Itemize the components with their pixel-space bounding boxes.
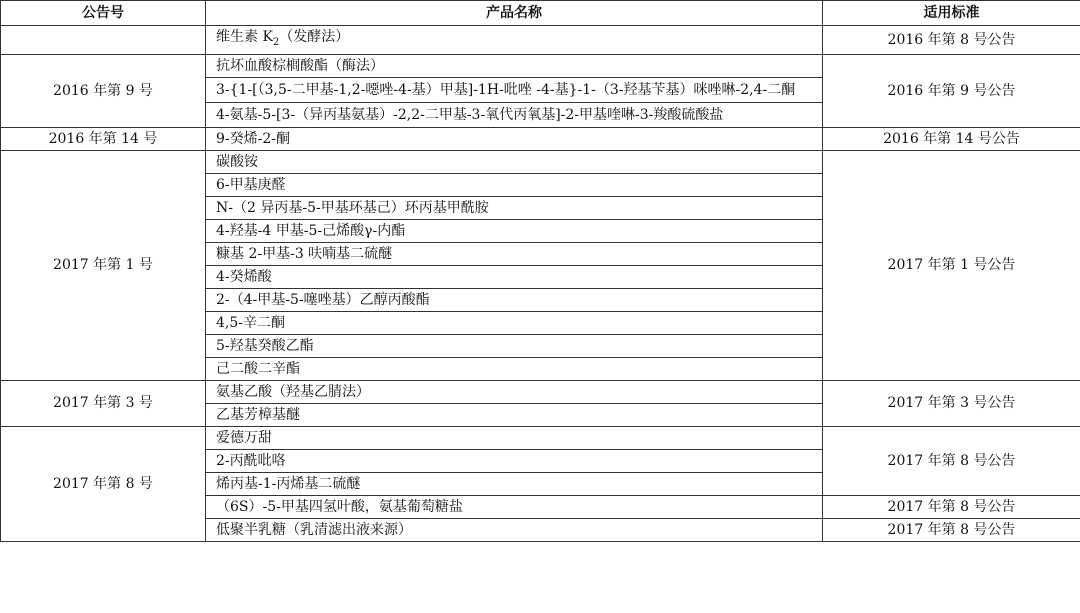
product-name-cell: 2-丙酰吡咯 (206, 449, 823, 472)
product-name-cell: 抗坏血酸棕榈酸酯（酶法） (206, 54, 823, 77)
product-name-cell: 己二酸二辛酯 (206, 357, 823, 380)
standard-cell: 2017 年第 8 号公告 (823, 426, 1080, 495)
product-name-cell: （6S）-5-甲基四氢叶酸，氨基葡萄糖盐 (206, 495, 823, 518)
notice-cell: 2017 年第 8 号 (1, 426, 206, 541)
product-name-cell: 维生素 $K_2$（发酵法） (206, 26, 823, 55)
product-name-cell: 低聚半乳糖（乳清滤出液来源） (206, 518, 823, 541)
header-standard: 适用标准 (823, 1, 1080, 26)
standard-cell: 2016 年第 9 号公告 (823, 54, 1080, 127)
table-row (1, 380, 1080, 403)
product-name-cell: 烯丙基-1-丙烯基二硫醚 (206, 472, 823, 495)
product-name-cell: 糠基 2-甲基-3 呋喃基二硫醚 (206, 242, 823, 265)
product-name-cell: 6-甲基庚醛 (206, 173, 823, 196)
product-name-cell: N-（2 异丙基-5-甲基环基己）环丙基甲酰胺 (206, 196, 823, 219)
standard-cell: 2017 年第 3 号公告 (823, 380, 1080, 426)
table-row (1, 26, 1080, 55)
product-name-cell: 4-羟基-4 甲基-5-己烯酸γ-内酯 (206, 219, 823, 242)
product-name-cell: 乙基芳樟基醚 (206, 403, 823, 426)
standard-cell: 2017 年第 8 号公告 (823, 518, 1080, 541)
table-row (1, 426, 1080, 449)
product-name-cell: 氨基乙酸（羟基乙腈法） (206, 380, 823, 403)
header-product-name: 产品名称 (206, 1, 823, 26)
product-name-cell: 3-{1-[（3,5-二甲基-1,2-噁唑-4-基）甲基]-1H-吡唑 -4-基}-1-（3-羟基苄基）咪唑啉-2,4-二酮 (206, 77, 823, 102)
product-name-cell: 5-羟基癸酸乙酯 (206, 334, 823, 357)
table-row (1, 54, 1080, 77)
notice-cell: 2016 年第 9 号 (1, 54, 206, 127)
product-name-cell: 9-癸烯-2-酮 (206, 127, 823, 150)
table-row (1, 150, 1080, 173)
notice-cell (1, 26, 206, 55)
product-name-cell: 4-氨基-5-[3-（异丙基氨基）-2,2-二甲基-3-氧代丙氧基]-2-甲基喹啉-3-羧酸硫酸盐 (206, 102, 823, 127)
table-row (1, 127, 1080, 150)
product-name-cell: 4,5-辛二酮 (206, 311, 823, 334)
notice-cell: 2016 年第 14 号 (1, 127, 206, 150)
product-name-cell: 2-（4-甲基-5-噻唑基）乙醇丙酸酯 (206, 288, 823, 311)
table-header-row (1, 1, 1080, 26)
standard-cell: 2016 年第 14 号公告 (823, 127, 1080, 150)
standard-cell: 2017 年第 1 号公告 (823, 150, 1080, 380)
product-name-cell: 碳酸铵 (206, 150, 823, 173)
notice-cell: 2017 年第 1 号 (1, 150, 206, 380)
notice-cell: 2017 年第 3 号 (1, 380, 206, 426)
product-name-cell: 爱德万甜 (206, 426, 823, 449)
header-notice-no: 公告号 (1, 1, 206, 26)
standard-cell: 2017 年第 8 号公告 (823, 495, 1080, 518)
product-name-cell: 4-癸烯酸 (206, 265, 823, 288)
standard-cell: 2016 年第 8 号公告 (823, 26, 1080, 55)
